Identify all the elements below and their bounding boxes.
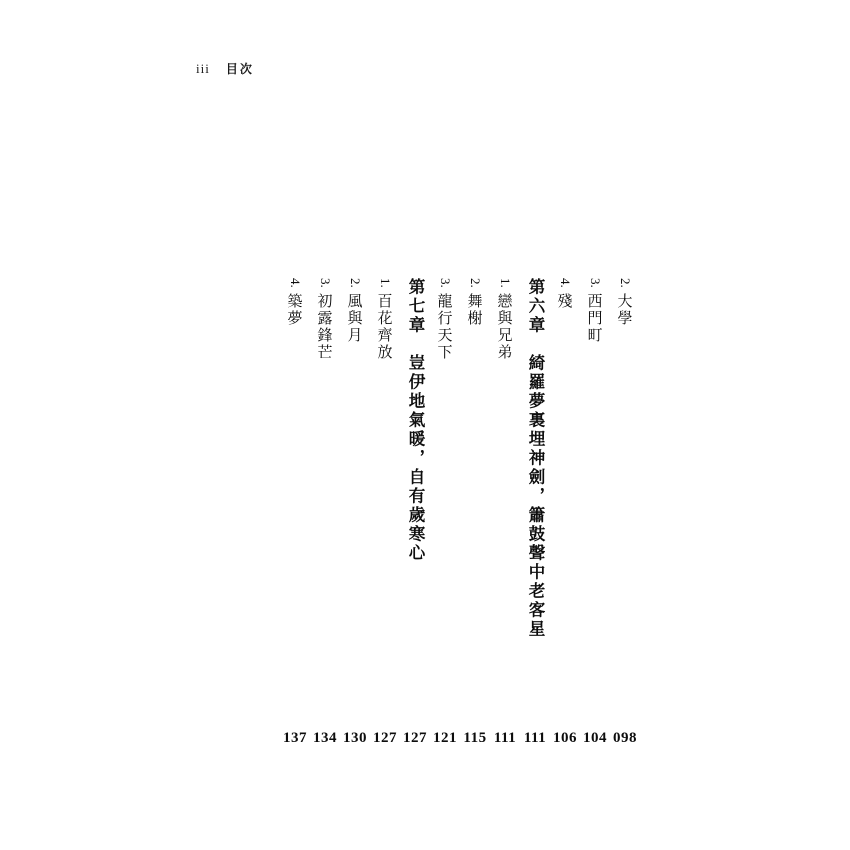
toc-entry-page-number: 115 bbox=[463, 730, 487, 746]
toc-entry-column bbox=[580, 278, 610, 344]
toc-entry-column bbox=[310, 278, 340, 361]
toc-item-entry[interactable] bbox=[315, 278, 336, 361]
toc-entry-title: 龍行天下 bbox=[435, 292, 454, 361]
toc-entry-page-number: 127 bbox=[373, 730, 397, 746]
toc-entry-marker: 4. bbox=[288, 278, 303, 288]
toc-entry-column bbox=[520, 278, 550, 639]
toc-item-entry[interactable] bbox=[495, 278, 516, 361]
toc-entry-marker: 3. bbox=[318, 278, 333, 288]
toc-chapter-entry[interactable] bbox=[523, 278, 547, 639]
toc-entry-page-number: 104 bbox=[583, 730, 607, 746]
toc-entry-column bbox=[550, 278, 580, 310]
toc-entry-page-number: 106 bbox=[553, 730, 577, 746]
toc-entry-page-number: 134 bbox=[313, 730, 337, 746]
toc-entry-title: 殘 bbox=[555, 292, 574, 310]
toc-entry-column bbox=[490, 278, 520, 361]
toc-entry-page-number: 111 bbox=[523, 730, 547, 746]
toc-entry-column bbox=[370, 278, 400, 361]
toc-item-entry[interactable] bbox=[585, 278, 606, 344]
toc-item-entry[interactable] bbox=[345, 278, 366, 344]
toc-entry-column bbox=[430, 278, 460, 361]
toc-entry-page-number: 127 bbox=[403, 730, 427, 746]
toc-entry-title: 築夢 bbox=[285, 292, 304, 327]
toc-entry-marker: 3. bbox=[438, 278, 453, 288]
toc-entry-title: 大學 bbox=[615, 292, 634, 327]
toc-item-entry[interactable] bbox=[615, 278, 636, 327]
toc-entry-title: 百花齊放 bbox=[375, 292, 394, 361]
toc-entry-marker: 2. bbox=[618, 278, 633, 288]
toc-item-entry[interactable] bbox=[465, 278, 486, 327]
toc-entry-page-number: 137 bbox=[283, 730, 307, 746]
toc-entry-page-number: 130 bbox=[343, 730, 367, 746]
toc-entry-column bbox=[460, 278, 490, 327]
toc-entry-title: 第六章 綺羅夢裏埋神劍，簫鼓聲中老客星 bbox=[526, 278, 545, 639]
toc-entry-column bbox=[280, 278, 310, 327]
running-head-title: 目次 bbox=[225, 62, 254, 76]
toc-entry-column bbox=[610, 278, 640, 327]
toc-entry-title: 戀與兄弟 bbox=[495, 292, 514, 361]
toc-item-entry[interactable] bbox=[375, 278, 396, 361]
folio-number: iii bbox=[196, 61, 210, 76]
toc-item-entry[interactable] bbox=[285, 278, 306, 327]
toc-entry-marker: 1. bbox=[378, 278, 393, 288]
toc-item-entry[interactable] bbox=[435, 278, 456, 361]
toc-entry-column bbox=[340, 278, 370, 344]
toc-entry-title: 西門町 bbox=[585, 292, 604, 344]
toc-entry-marker: 1. bbox=[498, 278, 513, 288]
toc-entry-marker: 4. bbox=[558, 278, 573, 288]
toc-entry-page-number: 121 bbox=[433, 730, 457, 746]
toc-entry-page-number: 111 bbox=[493, 730, 517, 746]
toc-entry-title: 初露鋒芒 bbox=[315, 292, 334, 361]
toc-entry-title: 風與月 bbox=[345, 292, 364, 344]
toc-entry-page-number: 098 bbox=[613, 730, 637, 746]
toc-entry-columns bbox=[280, 278, 640, 718]
toc-entry-marker: 2. bbox=[348, 278, 363, 288]
toc-entry-marker: 3. bbox=[588, 278, 603, 288]
toc-chapter-entry[interactable] bbox=[403, 278, 427, 563]
toc-page-number-row bbox=[280, 730, 640, 747]
toc-entry-title: 舞榭 bbox=[465, 292, 484, 327]
running-head bbox=[196, 60, 254, 77]
toc-item-entry[interactable] bbox=[555, 278, 576, 310]
toc-entry-marker: 2. bbox=[468, 278, 483, 288]
toc-entry-title: 第七章 豈伊地氣暖，自有歲寒心 bbox=[406, 278, 425, 563]
toc-entry-column bbox=[400, 278, 430, 563]
